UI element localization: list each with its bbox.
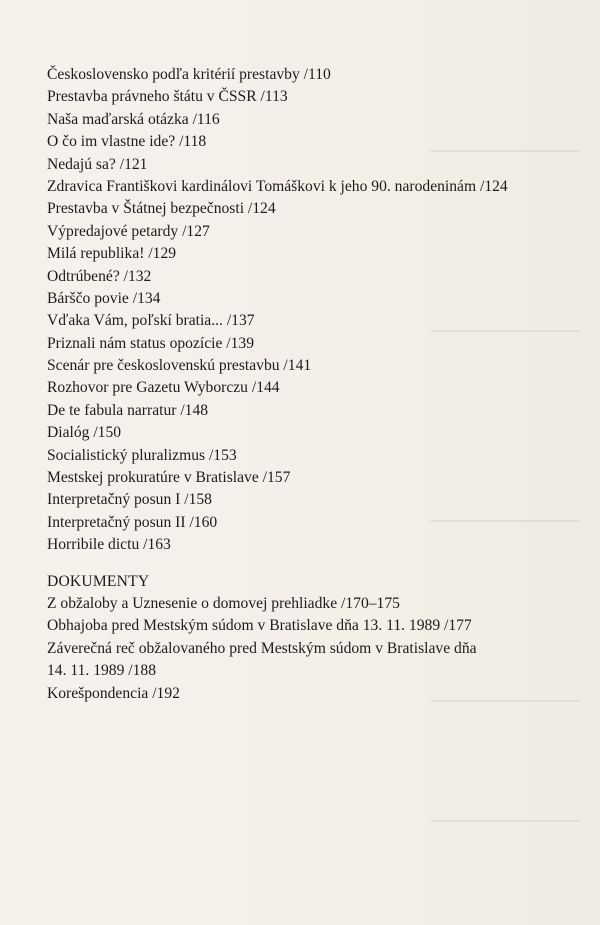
toc-entry: Interpretačný posun II /160 — [47, 513, 218, 531]
toc-entry: Z obžaloby a Uznesenie o domovej prehliadke /170–175 — [47, 594, 400, 612]
toc-entry: Nedajú sa? /121 — [47, 155, 148, 173]
toc-entry: Československo podľa kritérií prestavby /110 — [47, 66, 331, 83]
toc-entry: Záverečná reč obžalovaného pred Mestským súdom v Bratislave dňa — [47, 639, 477, 657]
toc-entry: Milá republika! /129 — [47, 245, 177, 263]
toc-entry: Socialistický pluralizmus /153 — [47, 446, 237, 464]
table-of-contents — [47, 64, 600, 705]
toc-entry: Mestskej prokuratúre v Bratislave /157 — [47, 469, 291, 487]
toc-entry: Vďaka Vám, poľskí bratia... /137 — [47, 312, 255, 330]
toc-entry: Interpretačný posun I /158 — [47, 491, 212, 509]
toc-entry: O čo im vlastne ide? /118 — [47, 133, 207, 151]
toc-entry: Zdravica Františkovi kardinálovi Tomáškovi k jeho 90. narodeninám /124 — [47, 177, 508, 195]
toc-entry: Priznali nám status opozície /139 — [47, 334, 255, 352]
toc-entry: Naša maďarská otázka /116 — [47, 110, 220, 128]
bleed-through-line — [430, 820, 580, 822]
toc-entry: Odtrúbené? /132 — [47, 267, 152, 285]
section-heading-dokumenty: DOKUMENTY — [47, 572, 150, 590]
toc-entry: Výpredajové petardy /127 — [47, 222, 210, 240]
toc-entry: Obhajoba pred Mestským súdom v Bratislave dňa 13. 11. 1989 /177 — [47, 617, 472, 635]
toc-entry: 14. 11. 1989 /188 — [47, 662, 157, 680]
toc-entry: Rozhovor pre Gazetu Wyborczu /144 — [47, 379, 280, 397]
toc-entry: Prestavba v Štátnej bezpečnosti /124 — [47, 200, 276, 218]
toc-entry: De te fabula narratur /148 — [47, 401, 209, 419]
toc-entry: Korešpondencia /192 — [47, 684, 180, 702]
toc-entry: Scenár pre československú prestavbu /141 — [47, 357, 312, 375]
toc-entry: Dialóg /150 — [47, 424, 122, 442]
toc-entry: Bárščo povie /134 — [47, 289, 161, 307]
toc-entry: Horribile dictu /163 — [47, 536, 171, 554]
toc-entry: Prestavba právneho štátu v ČSSR /113 — [47, 88, 288, 106]
